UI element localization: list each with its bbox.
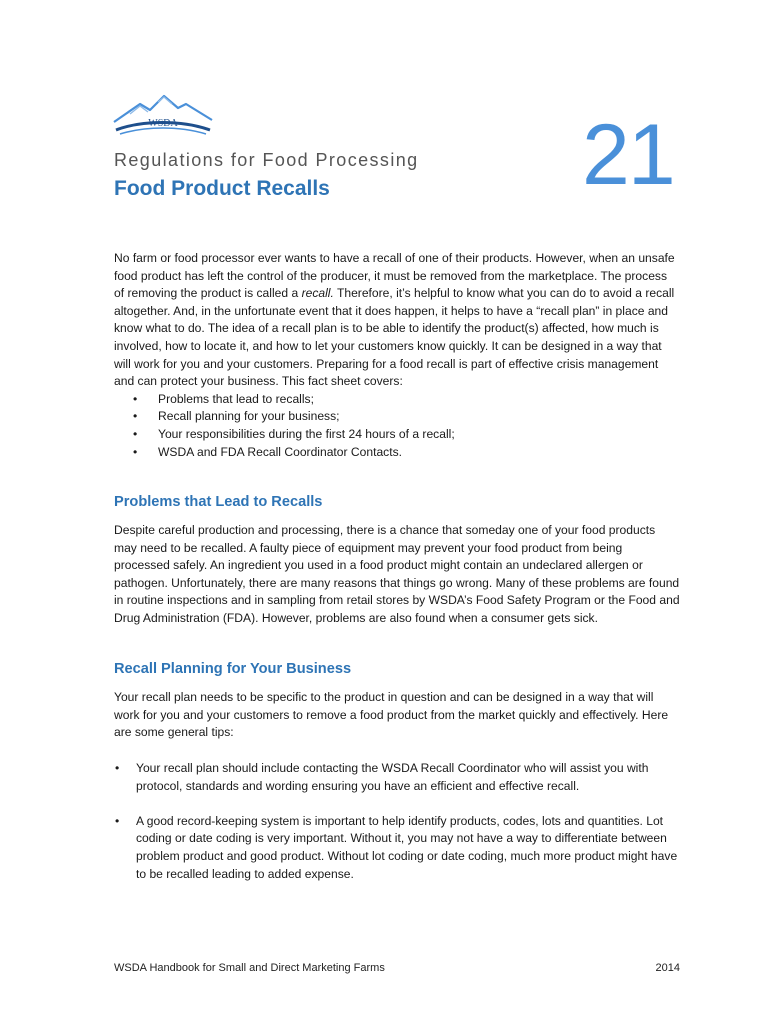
page-footer bbox=[114, 962, 680, 974]
planning-paragraph: Your recall plan needs to be specific to the product in question and can be designed in a way that will work for you and your customers to remove a food product from the market quickly and effectively. Here are some general tips: bbox=[114, 690, 669, 740]
planning-tips-list bbox=[114, 760, 680, 901]
chapter-number: 21 bbox=[582, 107, 674, 203]
intro-paragraph: No farm or food processor ever wants to have a recall of one of their products. However, when an unsafe food product has left the control of the producer, it must be removed from the marketplace. The process of removing the product is called a recall. Therefore, it’s helpful to know what you can do to avoid a recall altogether. And, in the unfortunate event that it does happen, it helps to have a “recall plan” in place and know what to do. The idea of a recall plan is to be able to identify the product(s) affected, how much is involved, how to locate it, and how to let your customers know quickly. It can be designed in a way that will work for you and your customers. Preparing for a food recall is part of effective crisis management and can protect your business. This fact sheet covers: bbox=[114, 251, 675, 389]
wsda-logo bbox=[112, 90, 214, 136]
intro-section bbox=[114, 250, 680, 461]
footer-title: WSDA Handbook for Small and Direct Marketing Farms bbox=[114, 962, 385, 974]
logo-text: WSDA bbox=[148, 118, 178, 129]
footer-year: 2014 bbox=[655, 962, 680, 974]
list-item: • Recall planning for your business; bbox=[114, 408, 680, 426]
intro-bullet-list bbox=[114, 391, 680, 461]
section-heading-problems: Problems that Lead to Recalls bbox=[114, 494, 323, 510]
problems-paragraph: Despite careful production and processing, there is a chance that someday one of your food products may need to be recalled. A faulty piece of equipment may prevent your food product from being processed safely. An ingredient you used in a food product might contain an undeclared allergen or pathogen. Unfortunately, there are many reasons that things go wrong. Many of these problems are found in routine inspections and in sampling from retail stores by WSDA’s Food Safety Program or the Food and Drug Administration (FDA). However, problems are also found when a consumer gets sick. bbox=[114, 523, 680, 625]
list-item: • WSDA and FDA Recall Coordinator Contacts. bbox=[114, 444, 680, 462]
page-title: Food Product Recalls bbox=[114, 177, 330, 200]
page-subtitle: Regulations for Food Processing bbox=[114, 150, 419, 170]
section-heading-planning: Recall Planning for Your Business bbox=[114, 661, 352, 677]
list-item: • Your responsibilities during the first 24 hours of a recall; bbox=[114, 426, 680, 444]
list-item: • A good record-keeping system is important to help identify products, codes, lots and quantities. Lot coding or date coding is very important. Without it, you may not have a way to differentiate between problem product and good product. Without lot coding or date coding, much more product might have to be recalled leading to added expense. bbox=[114, 813, 680, 883]
list-item: • Problems that lead to recalls; bbox=[114, 391, 680, 409]
list-item: • Your recall plan should include contacting the WSDA Recall Coordinator who will assist you with protocol, standards and wording ensuring you have an efficient and effective recall. bbox=[114, 760, 680, 795]
